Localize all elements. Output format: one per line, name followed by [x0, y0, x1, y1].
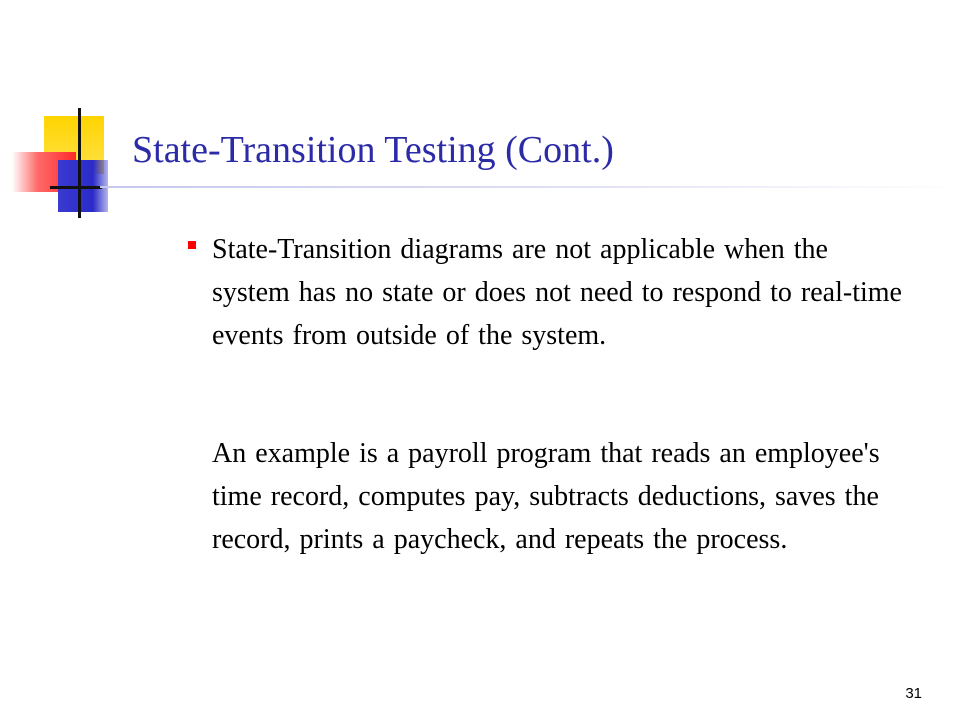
- slide-title: State-Transition Testing (Cont.): [132, 129, 614, 171]
- page-number: 31: [905, 685, 922, 702]
- slide-template-logo-icon: [0, 0, 140, 230]
- square-bullet-icon: [188, 241, 196, 249]
- bullet-item: [188, 228, 908, 357]
- logo-horizontal-line: [50, 186, 102, 189]
- bullet-text: State-Transition diagrams are not applicable when the system has no state or does not need to respond to real-time events from outside of the system.: [212, 234, 902, 351]
- logo-vertical-line: [78, 108, 81, 218]
- title-underline: [100, 186, 960, 188]
- example-paragraph: An example is a payroll program that reads an employee's time record, computes pay, subtracts deductions, saves the record, prints a paycheck, and repeats the process.: [212, 438, 880, 555]
